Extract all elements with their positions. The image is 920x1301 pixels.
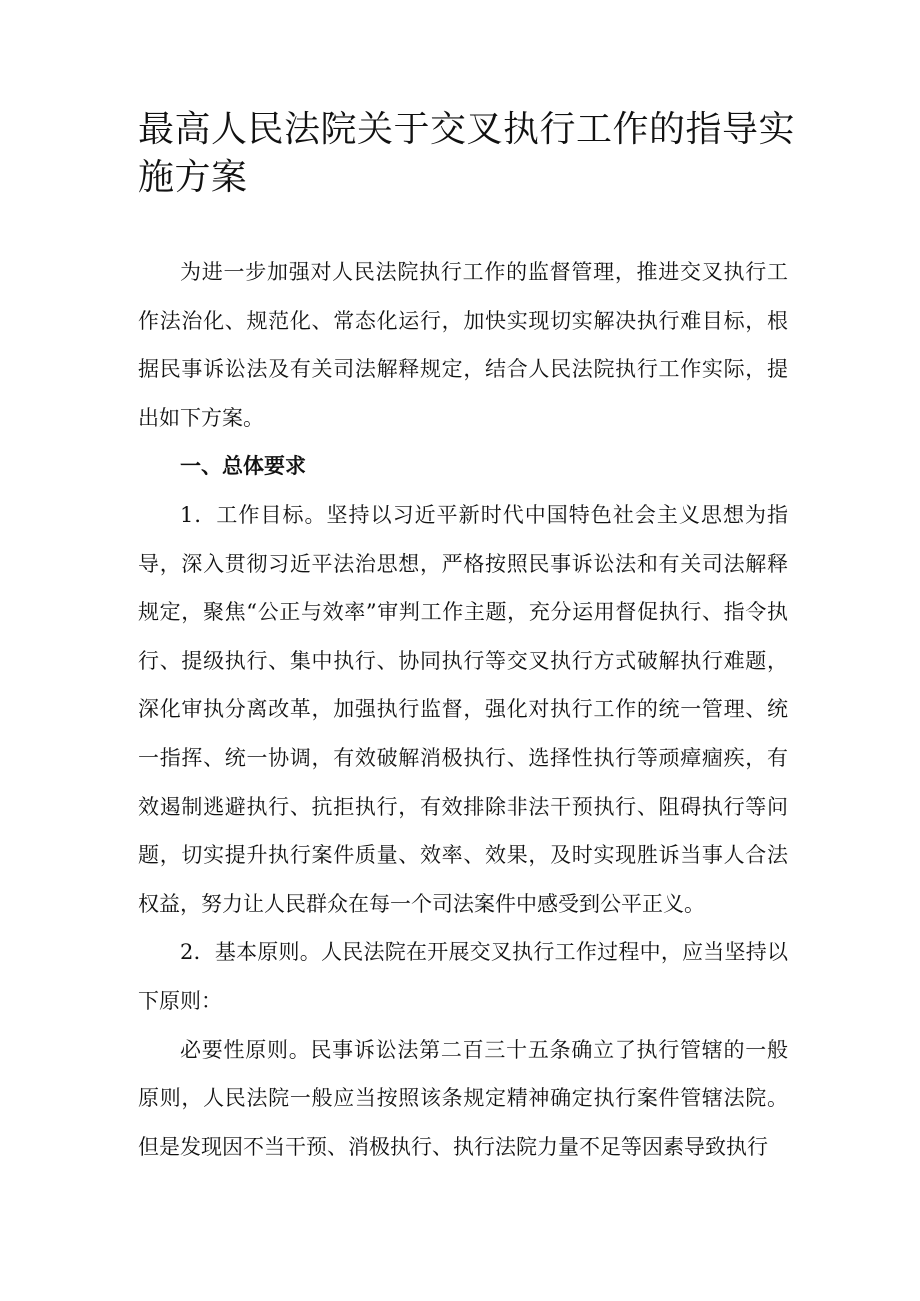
paragraph-necessity-principle: 必要性原则。民事诉讼法第二百三十五条确立了执行管辖的一般原则，人民法院一般应当按照该条规定精神确定执行案件管辖法院。但是发现因不当干预、消极执行、执行法院力量不足等因素导致执行 bbox=[138, 1037, 788, 1159]
document-body bbox=[138, 248, 788, 1171]
paragraph-work-goal: 1．工作目标。坚持以习近平新时代中国特色社会主义思想为指导，深入贯彻习近平法治思想，严格按照民事诉讼法和有关司法解释规定，聚焦“公正与效率”审判工作主题，充分运用督促执行、指令执行、提级执行、集中执行、协同执行等交叉执行方式破解执行难题，深化审执分离改革，加强执行监督，强化对执行工作的统一管理、统一指挥、统一协调，有效破解消极执行、选择性执行等顽瘴痼疾，有效遏制逃避执行、抗拒执行，有效排除非法干预执行、阻碍执行等问题，切实提升执行案件质量、效率、效果，及时实现胜诉当事人合法权益，努力让人民群众在每一个司法案件中感受到公平正义。 bbox=[138, 502, 788, 916]
paragraph-intro: 为进一步加强对人民法院执行工作的监督管理，推进交叉执行工作法治化、规范化、常态化运行，加快实现切实解决执行难目标，根据民事诉讼法及有关司法解释规定，结合人民法院执行工作实际，提出如下方案。 bbox=[138, 260, 788, 430]
paragraph-basic-principles: 2．基本原则。人民法院在开展交叉执行工作过程中，应当坚持以下原则： bbox=[138, 940, 788, 1013]
section-heading-general-requirements: 一、总体要求 bbox=[180, 453, 306, 479]
document-title: 最高人民法院关于交叉执行工作的指导实施方案 bbox=[138, 109, 796, 198]
